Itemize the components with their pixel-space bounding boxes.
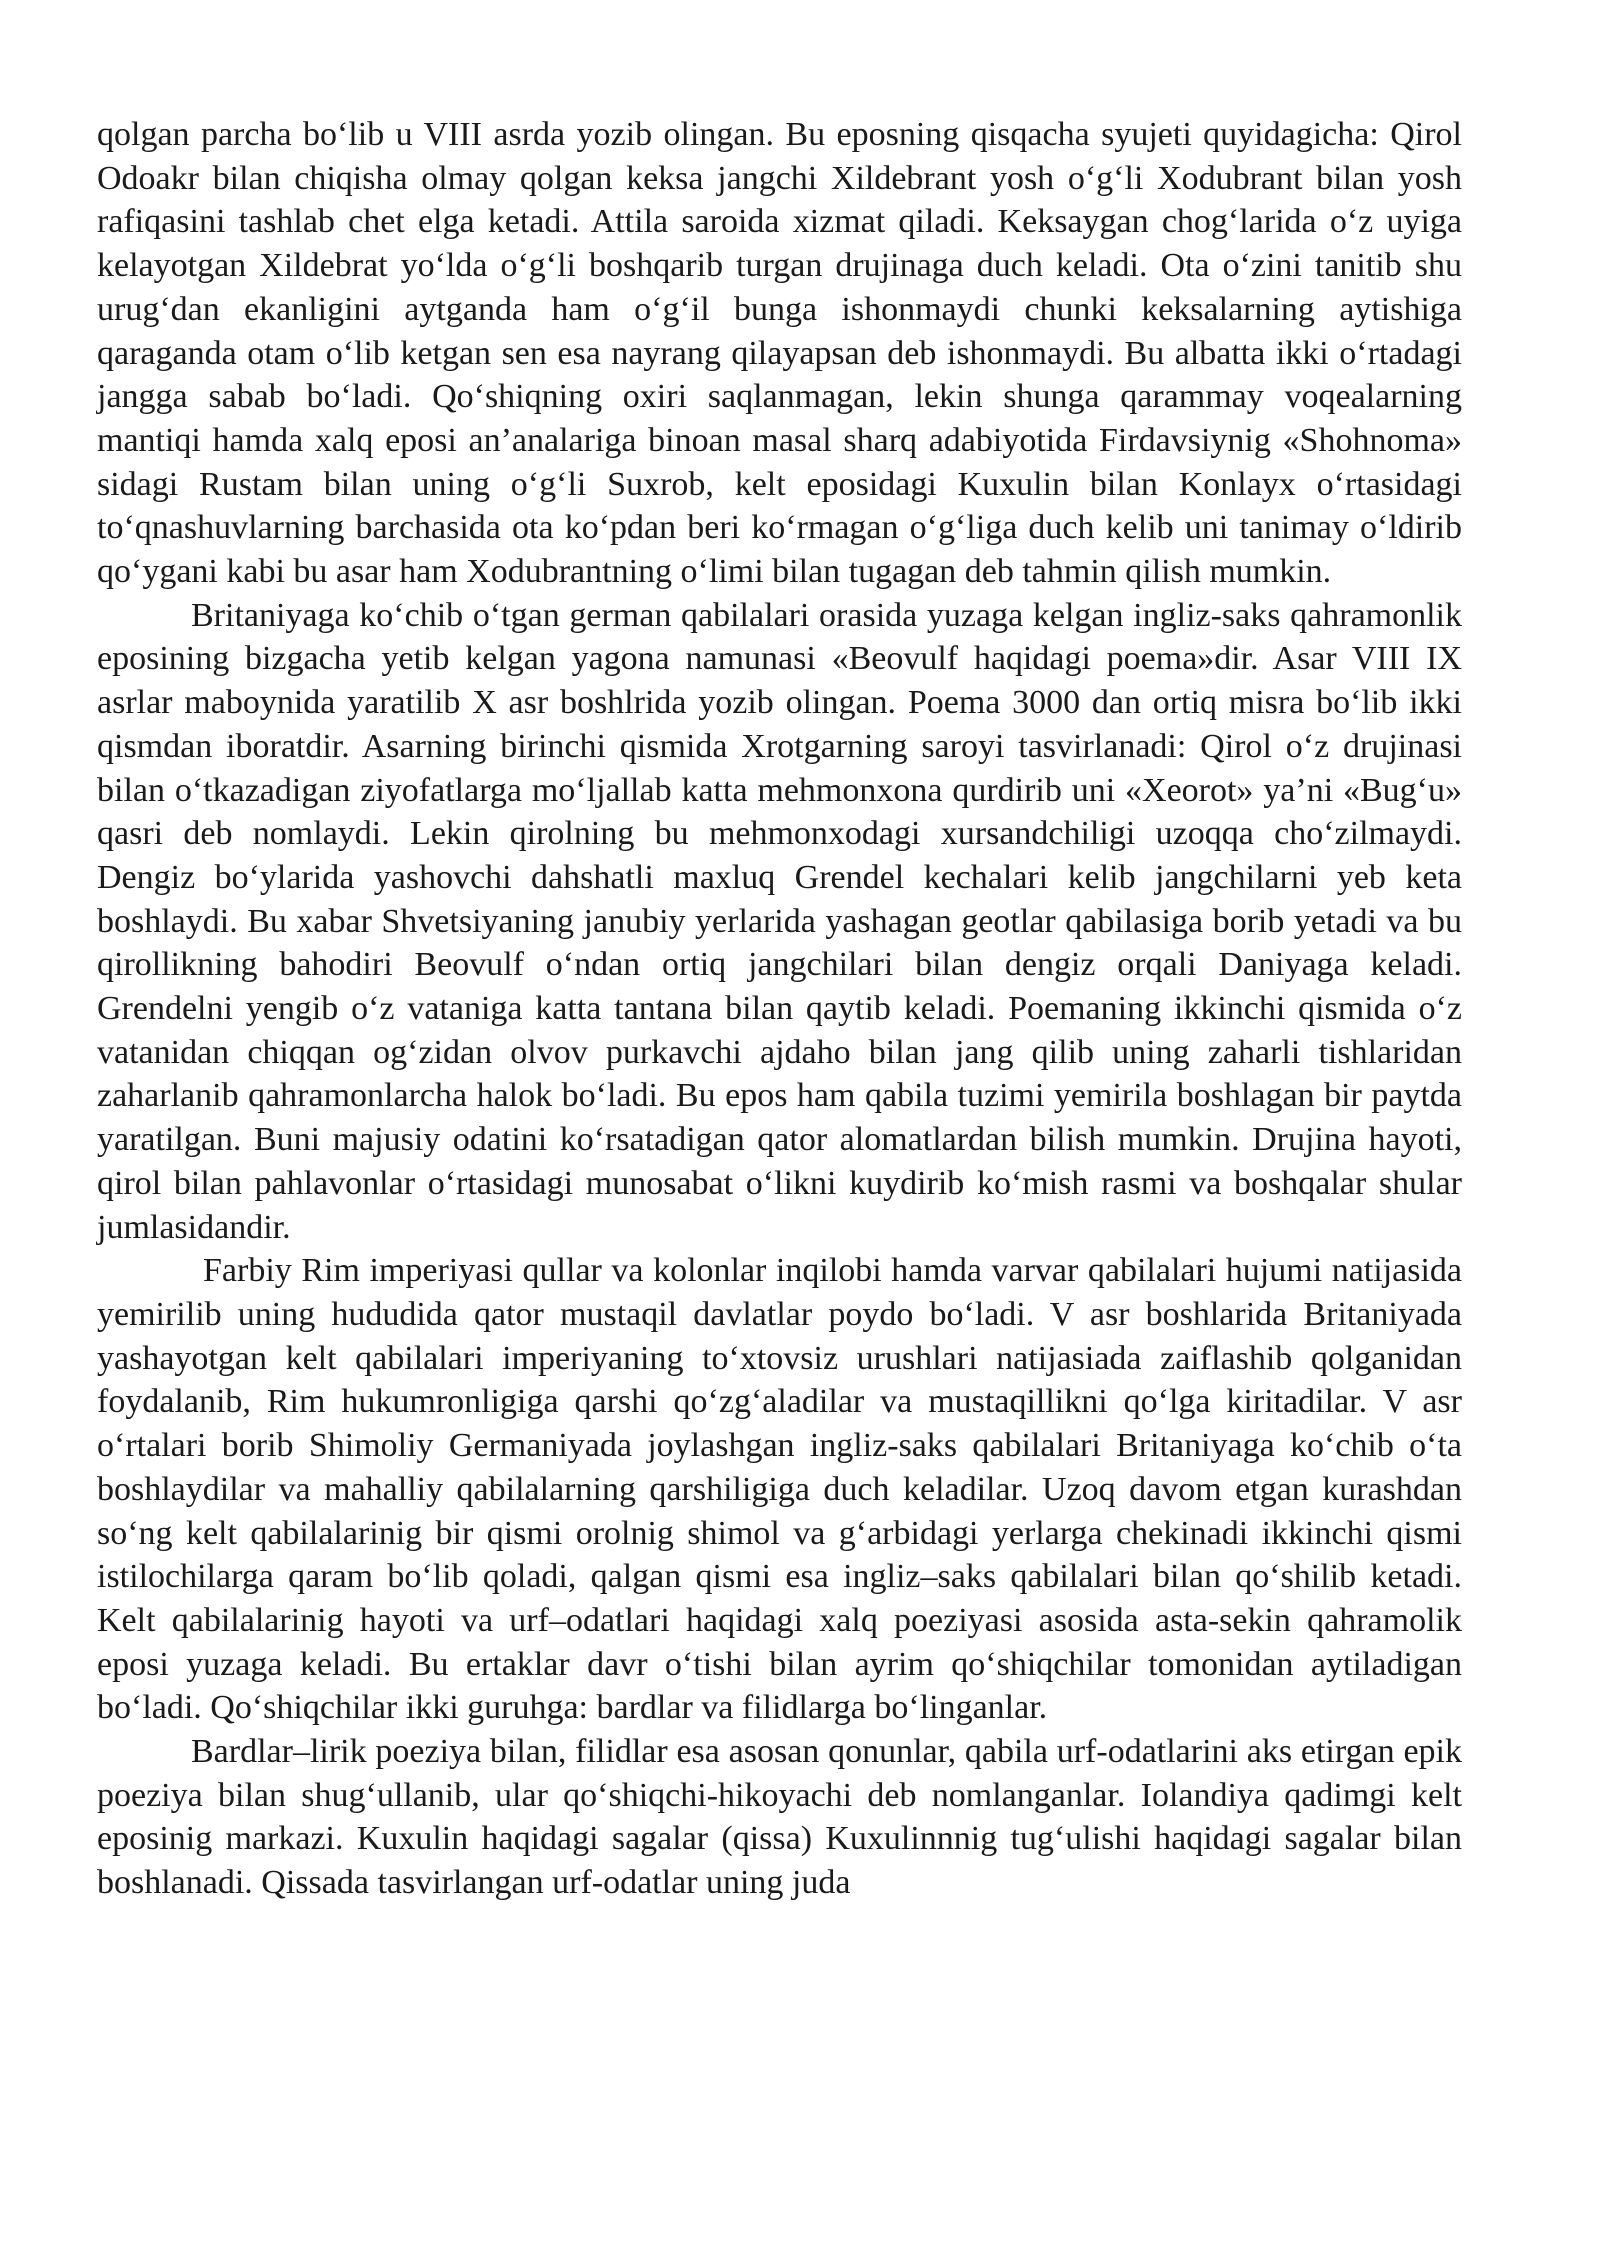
paragraph-celtic-britain: Farbiy Rim imperiyasi qullar va kolonlar inqilobi hamda varvar qabilalari hujumi natijasida yemirilib uning hududida qator mustaqil davlatlar poydo bo‘ladi. V asr boshlarida Britaniyada yashayotgan kelt qabilalari imperiyaning to‘xtovsiz urushlari natijasiada zaiflashib qolganidan foydalanib, Rim hukumronligiga qarshi qo‘zg‘aladilar va mustaqillikni qo‘lga kiritadilar. V asr o‘rtalari borib Shimoliy Germaniyada joylashgan ingliz-saks qabilalari Britaniyaga ko‘chib o‘ta boshlaydilar va mahalliy qabilalarning qarshiligiga duch keladilar. Uzoq davom etgan kurashdan so‘ng kelt qabilalarinig bir qismi orolnig shimol va g‘arbidagi yerlarga chekinadi ikkinchi qismi istilochilarga qaram bo‘lib qoladi, qalgan qismi esa ingliz–saks qabilalari bilan qo‘shilib ketadi. Kelt qabilalarinig hayoti va urf–odatlari haqidagi xalq poeziyasi asosida asta-sekin qahramolik eposi yuzaga keladi. Bu ertaklar davr o‘tishi bilan ayrim qo‘shiqchilar tomonidan aytiladigan bo‘ladi. Qo‘shiqchilar ikki guruhga: bardlar va filidlarga bo‘linganlar. (97, 1252, 1462, 1727)
document-page (97, 113, 1462, 1905)
paragraph-hildebrand-summary: qolgan parcha bo‘lib u VIII asrda yozib olingan. Bu eposning qisqacha syujeti quyidagicha: Qirol Odoakr bilan chiqisha olmay qolgan keksa jangchi Xildebrant yosh o‘g‘li Xodubrant bilan yosh rafiqasini tashlab chet elga ketadi. Attila saroida xizmat qiladi. Keksaygan chog‘larida o‘z uyiga kelayotgan Xildebrat yo‘lda o‘g‘li boshqarib turgan drujinaga duch keladi. Ota o‘zini tanitib shu urug‘dan ekanligini aytganda ham o‘g‘il bunga ishonmaydi chunki keksalarning aytishiga qaraganda otam o‘lib ketgan sen esa nayrang qilayapsan deb ishonmaydi. Bu albatta ikki o‘rtadagi jangga sabab bo‘ladi. Qo‘shiqning oxiri saqlanmagan, lekin shunga qarammay voqealarning mantiqi hamda xalq eposi an’analariga binoan masal sharq adabiyotida Firdavsiynig «Shohnoma» sidagi Rustam bilan uning o‘g‘li Suxrob, kelt eposidagi Kuxulin bilan Konlayx o‘rtasidagi to‘qnashuvlarning barchasida ota ko‘pdan beri ko‘rmagan o‘g‘liga duch kelib uni tanimay o‘ldirib qo‘ygani kabi bu asar ham Xodubrantning o‘limi bilan tugagan deb tahmin qilish mumkin. (97, 116, 1462, 591)
paragraph-bards-filids: Bardlar–lirik poeziya bilan, filidlar esa asosan qonunlar, qabila urf-odatlarini aks etirgan epik poeziya bilan shug‘ullanib, ular qo‘shiqchi-hikoyachi deb nomlanganlar. Iolandiya qadimgi kelt eposinig markazi. Kuxulin haqidagi sagalar (qissa) Kuxulinnnig tug‘ulishi haqidagi sagalar bilan boshlanadi. Qissada tasvirlangan urf-odatlar uning juda (97, 1733, 1462, 1902)
paragraph-beowulf: Britaniyaga ko‘chib o‘tgan german qabilalari orasida yuzaga kelgan ingliz-saks qahramonlik eposining bizgacha yetib kelgan yagona namunasi «Beovulf haqidagi poema»dir. Asar VIII IX asrlar maboynida yaratilib X asr boshlrida yozib olingan. Poema 3000 dan ortiq misra bo‘lib ikki qismdan iboratdir. Asarning birinchi qismida Xrotgarning saroyi tasvirlanadi: Qirol o‘z drujinasi bilan o‘tkazadigan ziyofatlarga mo‘ljallab katta mehmonxona qurdirib uni «Xeorot» ya’ni «Bug‘u» qasri deb nomlaydi. Lekin qirolning bu mehmonxodagi xursandchiligi uzoqqa cho‘zilmaydi. Dengiz bo‘ylarida yashovchi dahshatli maxluq Grendel kechalari kelib jangchilarni yeb keta boshlaydi. Bu xabar Shvetsiyaning janubiy yerlarida yashagan geotlar qabilasiga borib yetadi va bu qirollikning bahodiri Beovulf o‘ndan ortiq jangchilari bilan dengiz orqali Daniyaga keladi. Grendelni yengib o‘z vataniga katta tantana bilan qaytib keladi. Poemaning ikkinchi qismida o‘z vatanidan chiqqan og‘zidan olvov purkavchi ajdaho bilan jang qilib uning zaharli tishlaridan zaharlanib qahramonlarcha halok bo‘ladi. Bu epos ham qabila tuzimi yemirila boshlagan bir paytda yaratilgan. Buni majusiy odatini ko‘rsatadigan qator alomatlardan bilish mumkin. Drujina hayoti, qirol bilan pahlavonlar o‘rtasidagi munosabat o‘likni kuydirib ko‘mish rasmi va boshqalar shular jumlasidandir. (97, 596, 1462, 1246)
